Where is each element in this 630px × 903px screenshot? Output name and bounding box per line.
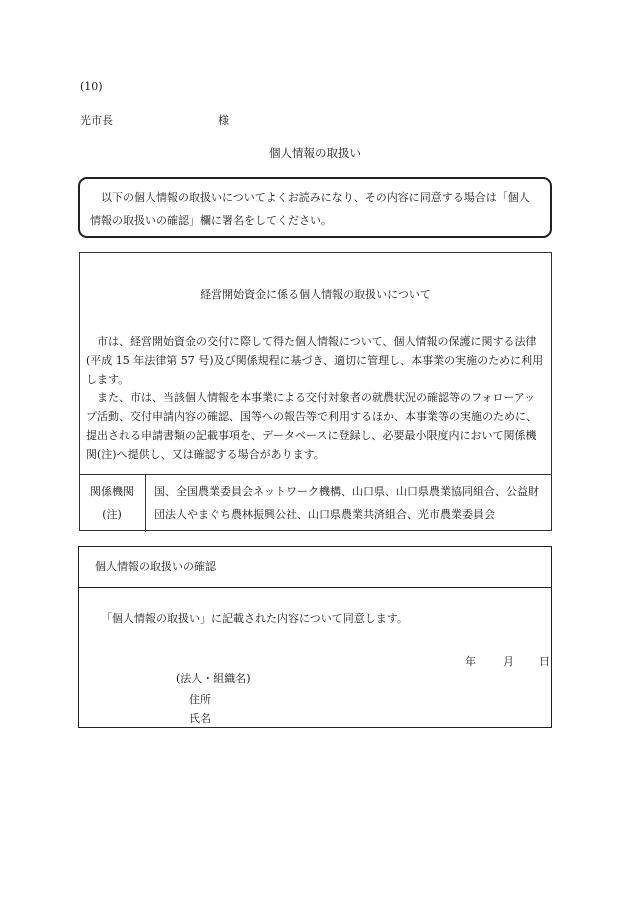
policy-heading: 経営開始資金に係る個人情報の取扱いについて <box>200 288 431 301</box>
address-field[interactable]: 住所 <box>189 693 211 706</box>
consent-box <box>78 546 552 728</box>
agencies-label-cell <box>79 475 146 532</box>
document-number: (10) <box>80 80 103 93</box>
consent-statement: 「個人情報の取扱い」に記載された内容について同意します。 <box>101 612 408 625</box>
name-field[interactable]: 氏名 <box>189 712 211 725</box>
consent-header <box>79 547 551 588</box>
consent-title: 個人情報の取扱いの確認 <box>95 560 216 573</box>
page-title: 個人情報の取扱い <box>269 146 361 160</box>
policy-paragraph-1: 市は、経営開始資金の交付に際して得た個人情報について、個人情報の保護に関する法律(平成 15 年法律第 57 号)及び関係規程に基づき、適切に管理し、本事業の実施のために利用します。 <box>86 335 544 386</box>
recipient-name: 光市長 <box>80 114 113 127</box>
policy-paragraph-2: また、市は、当該個人情報を本事業による交付対象者の就農状況の確認等のフォローアップ活動、交付申請内容の確認、国等への報告等で利用するほか、本事業等の実施のために、提出される申請書類の記載事項を、データベースに登録し、必要最小限度内において関係機関(注)へ提供し、又は確認する場合があります。 <box>86 391 537 461</box>
agencies-table <box>79 474 552 532</box>
agencies-label: 関係機関 <box>90 485 134 498</box>
notice-line-1: 以下の個人情報の取扱いについてよくお読みになり、その内容に同意する場合は「個 <box>101 191 519 204</box>
policy-box <box>79 252 552 531</box>
agencies-list: 国、全国農業委員会ネットワーク機構、山口県、山口県農業協同組合、公益財団法人やまぐち農林振興公社、山口県農業共済組合、光市農業委員会 <box>154 485 539 521</box>
notice-box <box>78 177 552 238</box>
notice-line-2: 人情報の取扱いの確認」欄に署名をしてください。 <box>90 191 530 227</box>
recipient-honorific: 様 <box>218 114 229 127</box>
date-month-field[interactable]: 月 <box>503 655 514 668</box>
notice-text <box>90 186 540 232</box>
corporation-name-field[interactable]: (法人・組織名) <box>176 672 251 685</box>
date-year-field[interactable]: 年 <box>465 655 476 668</box>
date-day-field[interactable]: 日 <box>539 655 550 668</box>
agencies-note-marker: (注) <box>102 508 122 521</box>
